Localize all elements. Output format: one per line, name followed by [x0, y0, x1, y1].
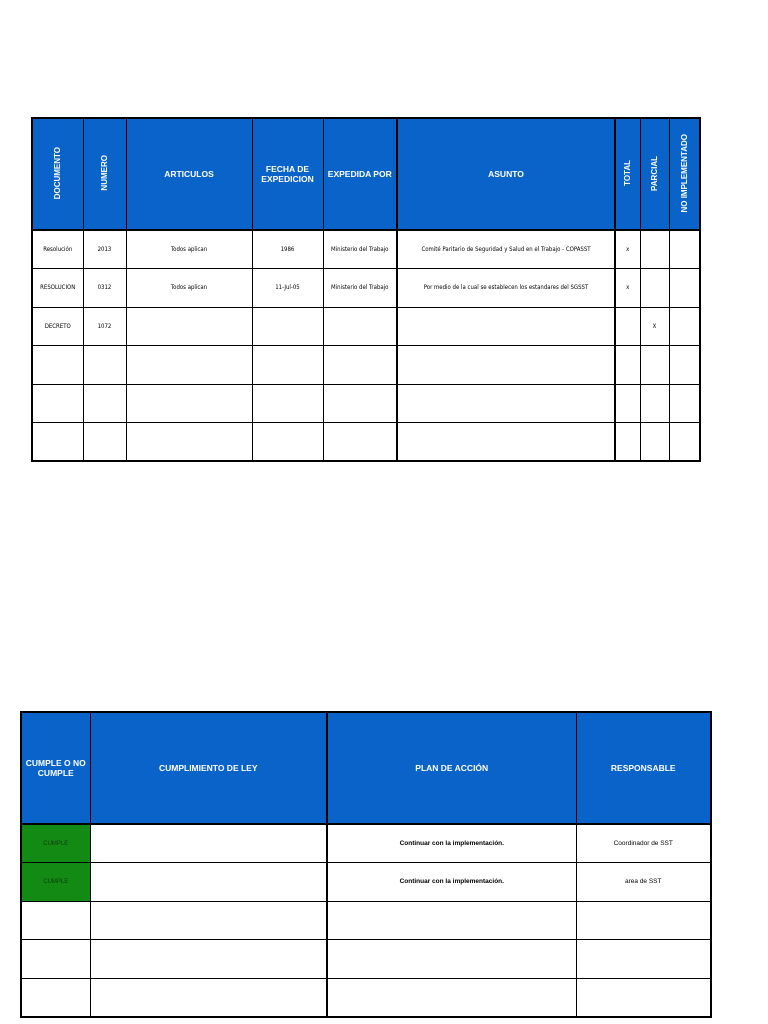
table-row: [21, 824, 711, 863]
header-cumplimiento: CUMPLIMIENTO DE LEY: [90, 712, 327, 824]
cell-parcial: [640, 423, 669, 462]
cell-articulos: Todos aplican: [126, 269, 252, 308]
cell-responsable: area de SST: [576, 863, 711, 902]
cell-expedida: [323, 384, 397, 423]
cell-cumple: [21, 978, 90, 1017]
table-row: [32, 423, 700, 462]
cell-numero: 2013: [83, 230, 126, 269]
cell-numero: [83, 423, 126, 462]
table-row: [32, 307, 700, 346]
cell-fecha: 1986: [252, 230, 323, 269]
cell-parcial: [640, 269, 669, 308]
cell-articulos: [126, 307, 252, 346]
cell-asunto: Por medio de la cual se establecen los estandares del SGSST: [397, 269, 615, 308]
cell-total: [615, 346, 640, 385]
cell-expedida: [323, 346, 397, 385]
cell-no-impl: [669, 307, 700, 346]
cell-no-impl: [669, 269, 700, 308]
header-articulos: ARTICULOS: [126, 118, 252, 230]
table-row: [21, 978, 711, 1017]
cell-expedida: Ministerio del Trabajo: [323, 269, 397, 308]
cell-documento: [32, 384, 83, 423]
cell-total: [615, 423, 640, 462]
cell-articulos: Todos aplican: [126, 230, 252, 269]
cell-parcial: [640, 346, 669, 385]
cell-cumplimiento: [90, 863, 327, 902]
table-row: [21, 863, 711, 902]
cell-expedida: Ministerio del Trabajo: [323, 230, 397, 269]
cell-asunto: [397, 384, 615, 423]
table-header-row: [32, 118, 700, 230]
cell-cumplimiento: [90, 824, 327, 863]
cell-cumplimiento: [90, 940, 327, 979]
cell-documento: DECRETO: [32, 307, 83, 346]
cell-numero: [83, 384, 126, 423]
cell-numero: 1072: [83, 307, 126, 346]
cell-documento: [32, 346, 83, 385]
table-row: [32, 230, 700, 269]
cell-articulos: [126, 384, 252, 423]
cell-no-impl: [669, 423, 700, 462]
cell-total: x: [615, 269, 640, 308]
cell-fecha: [252, 307, 323, 346]
cell-parcial: X: [640, 307, 669, 346]
cell-cumplimiento: [90, 978, 327, 1017]
cell-plan: [327, 978, 576, 1017]
cell-plan: [327, 901, 576, 940]
header-plan-accion: PLAN DE ACCIÓN: [327, 712, 576, 824]
cell-asunto: [397, 423, 615, 462]
cell-cumple: [21, 901, 90, 940]
cell-documento: RESOLUCION: [32, 269, 83, 308]
table-row: [32, 269, 700, 308]
cell-no-impl: [669, 346, 700, 385]
header-documento: DOCUMENTO: [32, 118, 83, 230]
cell-fecha: [252, 423, 323, 462]
cell-parcial: [640, 384, 669, 423]
cell-plan: [327, 940, 576, 979]
cell-cumple: CUMPLE: [21, 824, 90, 863]
table-row: [32, 346, 700, 385]
cell-articulos: [126, 346, 252, 385]
header-total: TOTAL: [615, 118, 640, 230]
cell-total: [615, 384, 640, 423]
cell-total: [615, 307, 640, 346]
table-row: [32, 384, 700, 423]
cell-total: x: [615, 230, 640, 269]
header-parcial: PARCIAL: [640, 118, 669, 230]
cell-plan: Continuar con la implementación.: [327, 863, 576, 902]
cell-fecha: 11-Jul-05: [252, 269, 323, 308]
cell-fecha: [252, 346, 323, 385]
cell-numero: [83, 346, 126, 385]
header-responsable: RESPONSABLE: [576, 712, 711, 824]
cell-documento: [32, 423, 83, 462]
cell-responsable: [576, 901, 711, 940]
cell-no-impl: [669, 230, 700, 269]
cell-documento: Resolución: [32, 230, 83, 269]
cell-responsable: [576, 940, 711, 979]
cell-cumple: [21, 940, 90, 979]
header-numero: NUMERO: [83, 118, 126, 230]
compliance-table: [20, 711, 712, 1018]
cell-asunto: [397, 346, 615, 385]
cell-parcial: [640, 230, 669, 269]
header-no-implementado: NO IMPLEMENTADO: [669, 118, 700, 230]
cell-no-impl: [669, 384, 700, 423]
cell-expedida: [323, 307, 397, 346]
table-header-row: [21, 712, 711, 824]
cell-asunto: Comité Paritario de Seguridad y Salud en el Trabajo - COPASST: [397, 230, 615, 269]
cell-cumplimiento: [90, 901, 327, 940]
header-cumple: CUMPLE O NO CUMPLE: [21, 712, 90, 824]
header-expedida: EXPEDIDA POR: [323, 118, 397, 230]
header-asunto: ASUNTO: [397, 118, 615, 230]
cell-plan: Continuar con la implementación.: [327, 824, 576, 863]
table-row: [21, 901, 711, 940]
cell-expedida: [323, 423, 397, 462]
cell-articulos: [126, 423, 252, 462]
cell-responsable: Coordinador de SST: [576, 824, 711, 863]
cell-numero: 0312: [83, 269, 126, 308]
cell-fecha: [252, 384, 323, 423]
legal-requirements-table: [31, 117, 701, 462]
cell-cumple: CUMPLE: [21, 863, 90, 902]
header-fecha: FECHA DE EXPEDICION: [252, 118, 323, 230]
cell-asunto: [397, 307, 615, 346]
cell-responsable: [576, 978, 711, 1017]
table-row: [21, 940, 711, 979]
